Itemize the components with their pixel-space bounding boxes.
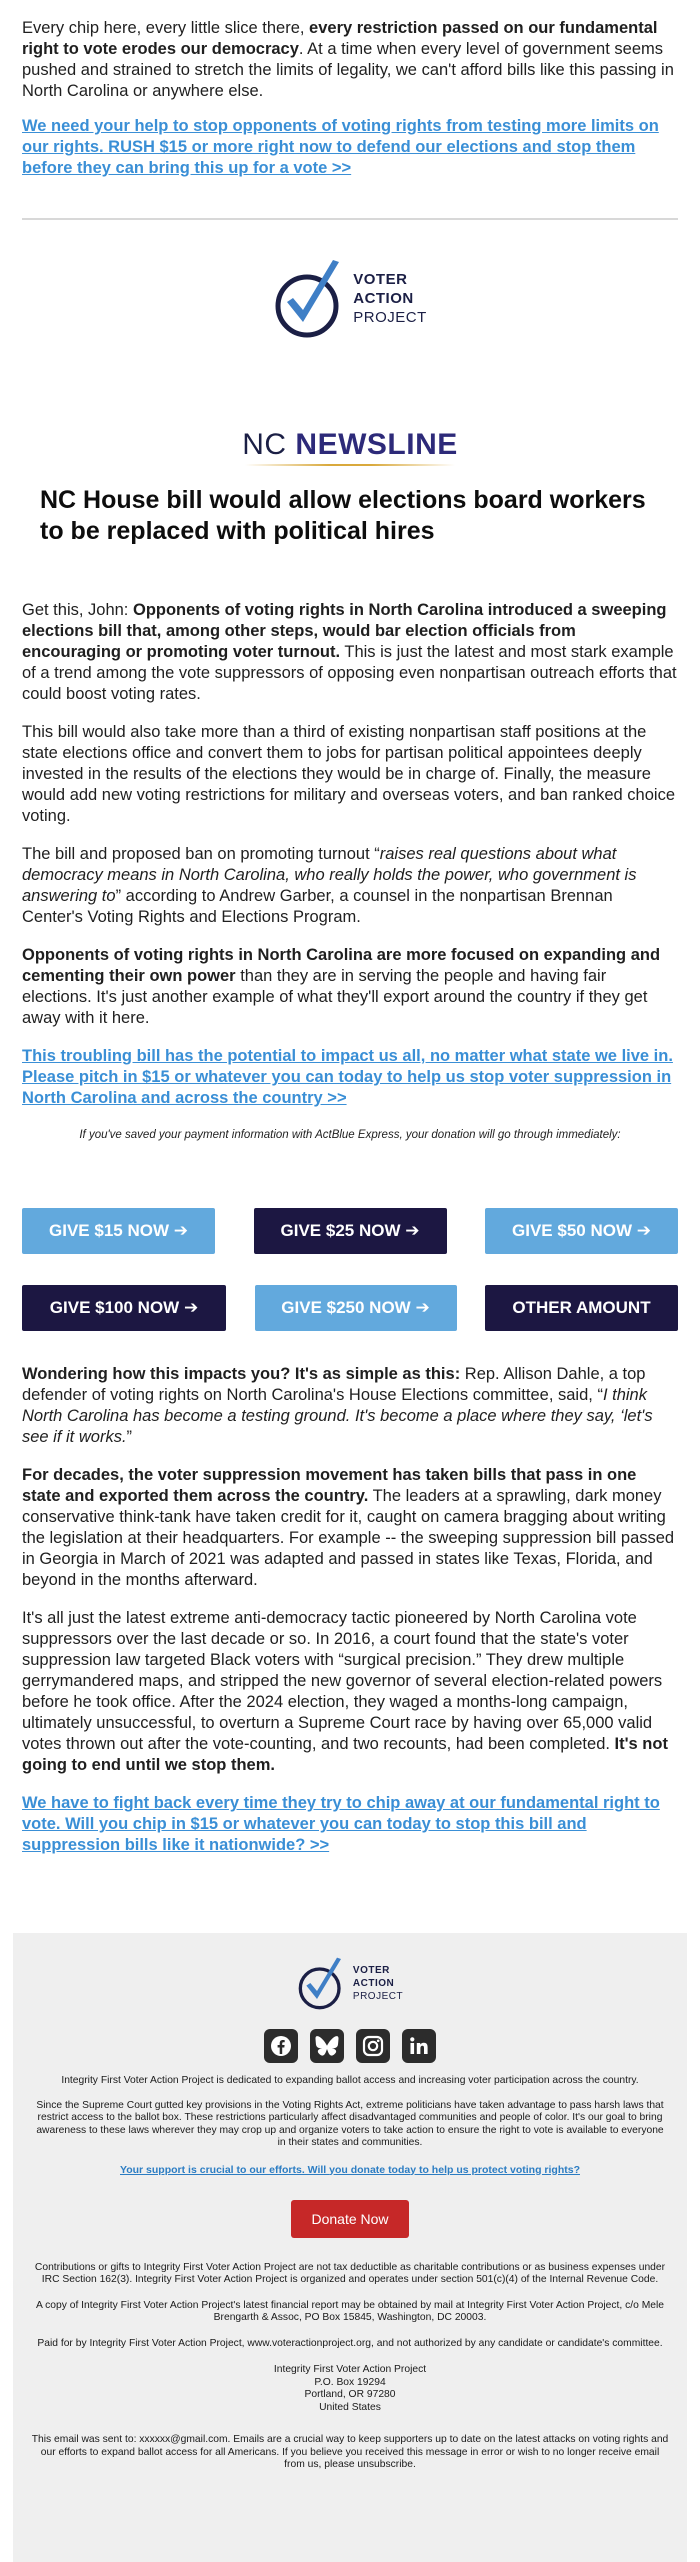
body-p3-quote: raises real questions about what democracy means in North Carolina, who really holds the power, who government is answering to bbox=[22, 845, 637, 905]
body2-donate-link[interactable]: We have to fight back every time they try to chip away at our fundamental right to vote. Will you chip in $15 or whatever you can today to stop this bill and suppression bills like it nationwide? >> bbox=[22, 1794, 660, 1854]
body2-p3-bold: It's not going to end until we stop them. bbox=[22, 1735, 668, 1774]
footer-logo bbox=[13, 1955, 687, 2011]
footer-paid-for: Paid for by Integrity First Voter Action Project, www.voteractionproject.org, and not authorized by any candidate or candidate's committee. bbox=[37, 2337, 663, 2349]
body2-p2-bold: For decades, the voter suppression movement has taken bills that pass in one state and exported them across the country. bbox=[22, 1466, 637, 1505]
body2-p1-bold: Wondering how this impacts you? It's as simple as this: bbox=[22, 1365, 461, 1383]
body-paragraph-3 bbox=[22, 844, 678, 928]
address-line-1: Integrity First Voter Action Project bbox=[273, 2364, 427, 2375]
newsline-underline bbox=[245, 464, 455, 466]
body-p1-bold: Opponents of voting rights in North Carolina introduced a sweeping elections bill that, among other steps, would bar election officials from encouraging or promoting voter turnout. bbox=[22, 601, 667, 661]
body-donate-link[interactable]: This troubling bill has the potential to impact us all, no matter what state we live in. Please pitch in $15 or whatever you can today to help us stop voter suppression in North Carolina and across the country >> bbox=[22, 1047, 673, 1107]
body-p4-rest: than they are in serving the people and having fair elections. It's just another example of what they'll export around the country if they get away with it here. bbox=[22, 967, 648, 1027]
give-50-button[interactable]: GIVE $50 NOW ➔ bbox=[485, 1208, 678, 1254]
actblue-note: If you've saved your payment information with ActBlue Express, your donation will go through immediately: bbox=[79, 1129, 621, 1141]
logo-line-3: PROJECT bbox=[353, 308, 427, 326]
intro-text: Every chip here, every little slice there, bbox=[22, 19, 310, 37]
body2-p3-plain: It's all just the latest extreme anti-democracy tactic pioneered by North Carolina vote suppressors over the last decade or so. In 2016, a court found that the state's voter suppression law targeted Black voters with “surgical precision.” They drew multiple gerrymandered maps, and stripped the new governor of several election-related powers before he took office. After the 2024 election, they waged a months-long campaign, ultimately unsuccessful, to overturn a Supreme Court race by having over 65,000 valid votes thrown out after the vote-counting, and two recounts, had been completed. bbox=[22, 1609, 663, 1753]
give-100-button[interactable]: GIVE $100 NOW ➔ bbox=[22, 1285, 226, 1331]
body2-paragraph-1 bbox=[22, 1364, 678, 1448]
address-line-4: United States bbox=[319, 2401, 381, 2413]
body-p3-a: The bill and proposed ban on promoting turnout “ bbox=[22, 845, 380, 863]
donate-buttons-row-2 bbox=[0, 1285, 700, 1331]
divider bbox=[0, 218, 700, 220]
body2-section bbox=[0, 1364, 700, 1856]
other-amount-button[interactable]: OTHER AMOUNT bbox=[485, 1285, 678, 1331]
footer-tax-disclaimer: Contributions or gifts to Integrity First Voter Action Project are not tax deductible as charitable contributions or as business expenses under IRC Section 162(3). Integrity First Voter Action Project is organized and operates under section 501(c)(4) of the Internal Revenue Code. bbox=[34, 2261, 666, 2285]
footer-logo-line-1: VOTER bbox=[352, 1964, 390, 1976]
address-line-3: Portland, OR 97280 bbox=[304, 2389, 396, 2400]
intro-donate-link[interactable]: We need your help to stop opponents of voting rights from testing more limits on our rights. RUSH $15 or more right now to defend our elections and stop them before they can bring this up for a vote >> bbox=[22, 117, 659, 177]
footer-about: Since the Supreme Court gutted key provisions in the Voting Rights Act, extreme politicians have taken advantage to pass harsh laws that restrict access to the ballot box. These restrictions particularly affect disadvantaged communities and people of color. It's our goal to bring awareness to these laws wherever they may crop up and organize voters to take action to ensure the right to vote is available to everyone in their states and communities. bbox=[36, 2099, 664, 2148]
bluesky-icon[interactable] bbox=[310, 2029, 344, 2063]
article-headline-wrap bbox=[0, 485, 700, 547]
social-icons bbox=[13, 2029, 687, 2063]
body2-p1-end: ” bbox=[126, 1428, 133, 1446]
intro-bold-text: every restriction passed on our fundamental right to vote erodes our democracy bbox=[22, 19, 658, 58]
intro-section bbox=[0, 18, 700, 179]
body-p1-rest: This is just the latest and most stark example of a trend among the vote suppressors of opposing even nonpartisan outreach efforts that could boost voting rates. bbox=[22, 643, 677, 703]
logo-line-2: ACTION bbox=[353, 289, 414, 307]
donate-buttons-row-1 bbox=[0, 1208, 700, 1254]
article-headline: NC House bill would allow elections board workers to be replaced with political hires bbox=[40, 486, 646, 545]
address-line-2: P.O. Box 19294 bbox=[314, 2376, 386, 2388]
newsline-nc: NC bbox=[242, 428, 287, 461]
footer-logo-wordmark bbox=[353, 1964, 403, 2003]
footer-support-link[interactable]: Your support is crucial to our efforts. Will you donate today to help us protect voting rights? bbox=[120, 2163, 580, 2176]
instagram-icon[interactable] bbox=[356, 2029, 390, 2063]
body2-paragraph-2 bbox=[22, 1465, 678, 1591]
footer-mission: Integrity First Voter Action Project is dedicated to expanding ballot access and increasing voter participation across the country. bbox=[61, 2075, 639, 2086]
intro-paragraph bbox=[22, 18, 678, 102]
give-25-button[interactable]: GIVE $25 NOW ➔ bbox=[254, 1208, 447, 1254]
footer bbox=[13, 1933, 687, 2562]
body-paragraph-2: This bill would also take more than a third of existing nonpartisan staff positions at the state elections office and convert them to jobs for partisan political appointees deeply invested in the results of the elections they would be in charge of. Finally, the measure would add new voting restrictions for military and overseas voters, and ban ranked choice voting. bbox=[22, 723, 676, 825]
body-paragraph-1 bbox=[22, 600, 678, 705]
logo-line-1: VOTER bbox=[353, 270, 408, 288]
footer-logo-line-2: ACTION bbox=[352, 1977, 395, 1989]
body2-p1-plain: Rep. Allison Dahle, a top defender of voting rights on North Carolina's House Elections committee, said, “ bbox=[22, 1365, 646, 1404]
footer-sent-to: This email was sent to: xxxxxx@gmail.com. Emails are a crucial way to keep supporters up to date on the latest attacks on voting rights and our efforts to expand ballot access for all Americans. If you believe you received this message in error or wish to no longer receive email from us, please unsubscribe. bbox=[31, 2434, 669, 2470]
donate-now-button[interactable]: Donate Now bbox=[291, 2200, 409, 2238]
greeting-text: Get this, John: bbox=[22, 601, 133, 619]
body-p3-b: ” according to Andrew Garber, a counsel in the nonpartisan Brennan Center's Voting Rights and Elections Program. bbox=[22, 887, 613, 926]
body-p4-bold: Opponents of voting rights in North Carolina are more focused on expanding and cementing their own power bbox=[22, 946, 661, 985]
checkmark-logo-icon bbox=[273, 256, 345, 340]
logo-wordmark bbox=[353, 270, 427, 327]
body-section bbox=[0, 600, 700, 1141]
voter-action-logo bbox=[0, 256, 700, 340]
body2-p1-quote: I think North Carolina has become a testing ground. It's become a place where they say, ‘let's see if it works. bbox=[22, 1386, 653, 1446]
facebook-icon[interactable] bbox=[264, 2029, 298, 2063]
footer-checkmark-logo-icon bbox=[297, 1955, 345, 2011]
give-15-button[interactable]: GIVE $15 NOW ➔ bbox=[22, 1208, 215, 1254]
footer-logo-line-3: PROJECT bbox=[352, 1990, 404, 2002]
intro-text-rest: . At a time when every level of government seems pushed and strained to stretch the limits of legality, we can't afford bills like this passing in North Carolina or anywhere else. bbox=[22, 40, 674, 100]
footer-address bbox=[13, 2364, 687, 2414]
linkedin-icon[interactable] bbox=[402, 2029, 436, 2063]
body2-p2-rest: The leaders at a sprawling, dark money conservative think-tank have taken credit for it, caught on camera bragging about writing the legislation at their headquarters. For example -- the sweeping suppression bill passed in Georgia in March of 2021 was adapted and passed in states like Texas, Florida, and beyond in the months afterward. bbox=[22, 1487, 675, 1589]
footer-financial-report: A copy of Integrity First Voter Action Project's latest financial report may be obtained by mail at Integrity First Voter Action Project, c/o Mele Brengarth & Assoc, PO Box 15845, Washington, DC 20003. bbox=[35, 2299, 665, 2323]
body-paragraph-4 bbox=[22, 945, 678, 1029]
newsline-name: NEWSLINE bbox=[295, 428, 458, 461]
newsline-logo bbox=[0, 428, 700, 466]
give-250-button[interactable]: GIVE $250 NOW ➔ bbox=[255, 1285, 457, 1331]
body2-paragraph-3 bbox=[22, 1608, 678, 1776]
